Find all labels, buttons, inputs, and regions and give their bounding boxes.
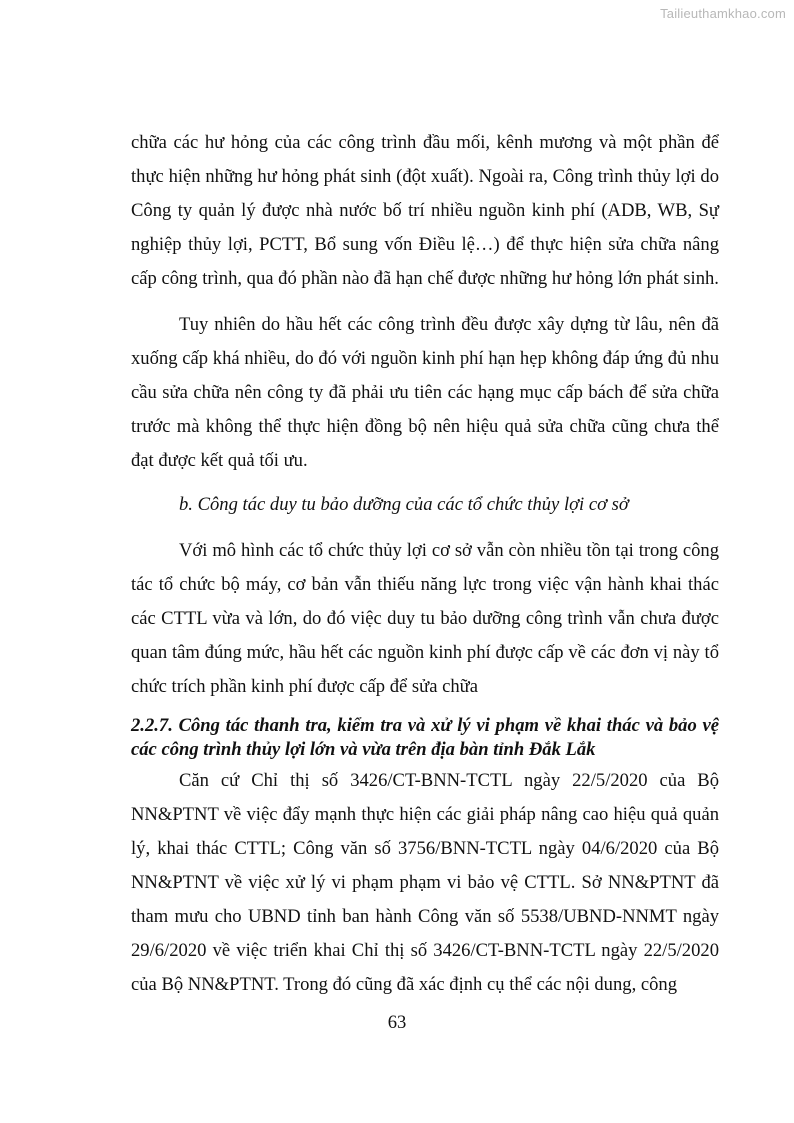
paragraph-continuation: chữa các hư hỏng của các công trình đầu mối, kênh mương và một phần để thực hiện những hư hỏng phát sinh (đột xuất). Ngoài ra, Công trình thủy lợi do Công ty quản lý được nhà nước bố trí nhiều nguồn kinh phí (ADB, WB, Sự nghiệp thủy lợi, PCTT, Bổ sung vốn Điều lệ…) để thực hiện sửa chữa nâng cấp công trình, qua đó phần nào đã hạn chế được những hư hỏng lớn phát sinh. — [131, 132, 719, 289]
paragraph-limitations: Tuy nhiên do hầu hết các công trình đều được xây dựng từ lâu, nên đã xuống cấp khá nhiều, do đó với nguồn kinh phí hạn hẹp không đáp ứng đủ nhu cầu sửa chữa nên công ty đã phải ưu tiên các hạng mục cấp bách để sửa chữa trước mà không thể thực hiện đồng bộ nên hiệu quả sửa chữa cũng chưa thể đạt được kết quả tối ưu. — [131, 314, 719, 471]
watermark-text: Tailieuthamkhao.com — [660, 6, 786, 21]
section-heading-2-2-7: 2.2.7. Công tác thanh tra, kiểm tra và xử lý vi phạm về khai thác và bảo vệ các công trình thủy lợi lớn và vừa trên địa bàn tỉnh Đắk Lắk — [131, 715, 719, 760]
paragraph-grassroots-organizations: Với mô hình các tổ chức thủy lợi cơ sở vẫn còn nhiều tồn tại trong công tác tổ chức bộ máy, cơ bản vẫn thiếu năng lực trong việc vận hành khai thác các CTTL vừa và lớn, do đó việc duy tu bảo dưỡng công trình vẫn chưa được quan tâm đúng mức, hầu hết các nguồn kinh phí được cấp về các đơn vị này tổ chức trích phần kinh phí được cấp để sửa chữa — [131, 540, 719, 697]
paragraph-directive: Căn cứ Chỉ thị số 3426/CT-BNN-TCTL ngày 22/5/2020 của Bộ NN&PTNT về việc đẩy mạnh thực hiện các giải pháp nâng cao hiệu quả quản lý, khai thác CTTL; Công văn số 3756/BNN-TCTL ngày 04/6/2020 của Bộ NN&PTNT về việc xử lý vi phạm phạm vi bảo vệ CTTL. Sở NN&PTNT đã tham mưu cho UBND tỉnh ban hành Công văn số 5538/UBND-NNMT ngày 29/6/2020 về việc triển khai Chỉ thị số 3426/CT-BNN-TCTL ngày 22/5/2020 của Bộ NN&PTNT. Trong đó cũng đã xác định cụ thể các nội dung, công — [131, 770, 719, 995]
page-number: 63 — [387, 1012, 407, 1033]
document-body — [131, 126, 719, 1012]
subheading-b: b. Công tác duy tu bảo dưỡng của các tổ chức thủy lợi cơ sở — [179, 494, 629, 515]
